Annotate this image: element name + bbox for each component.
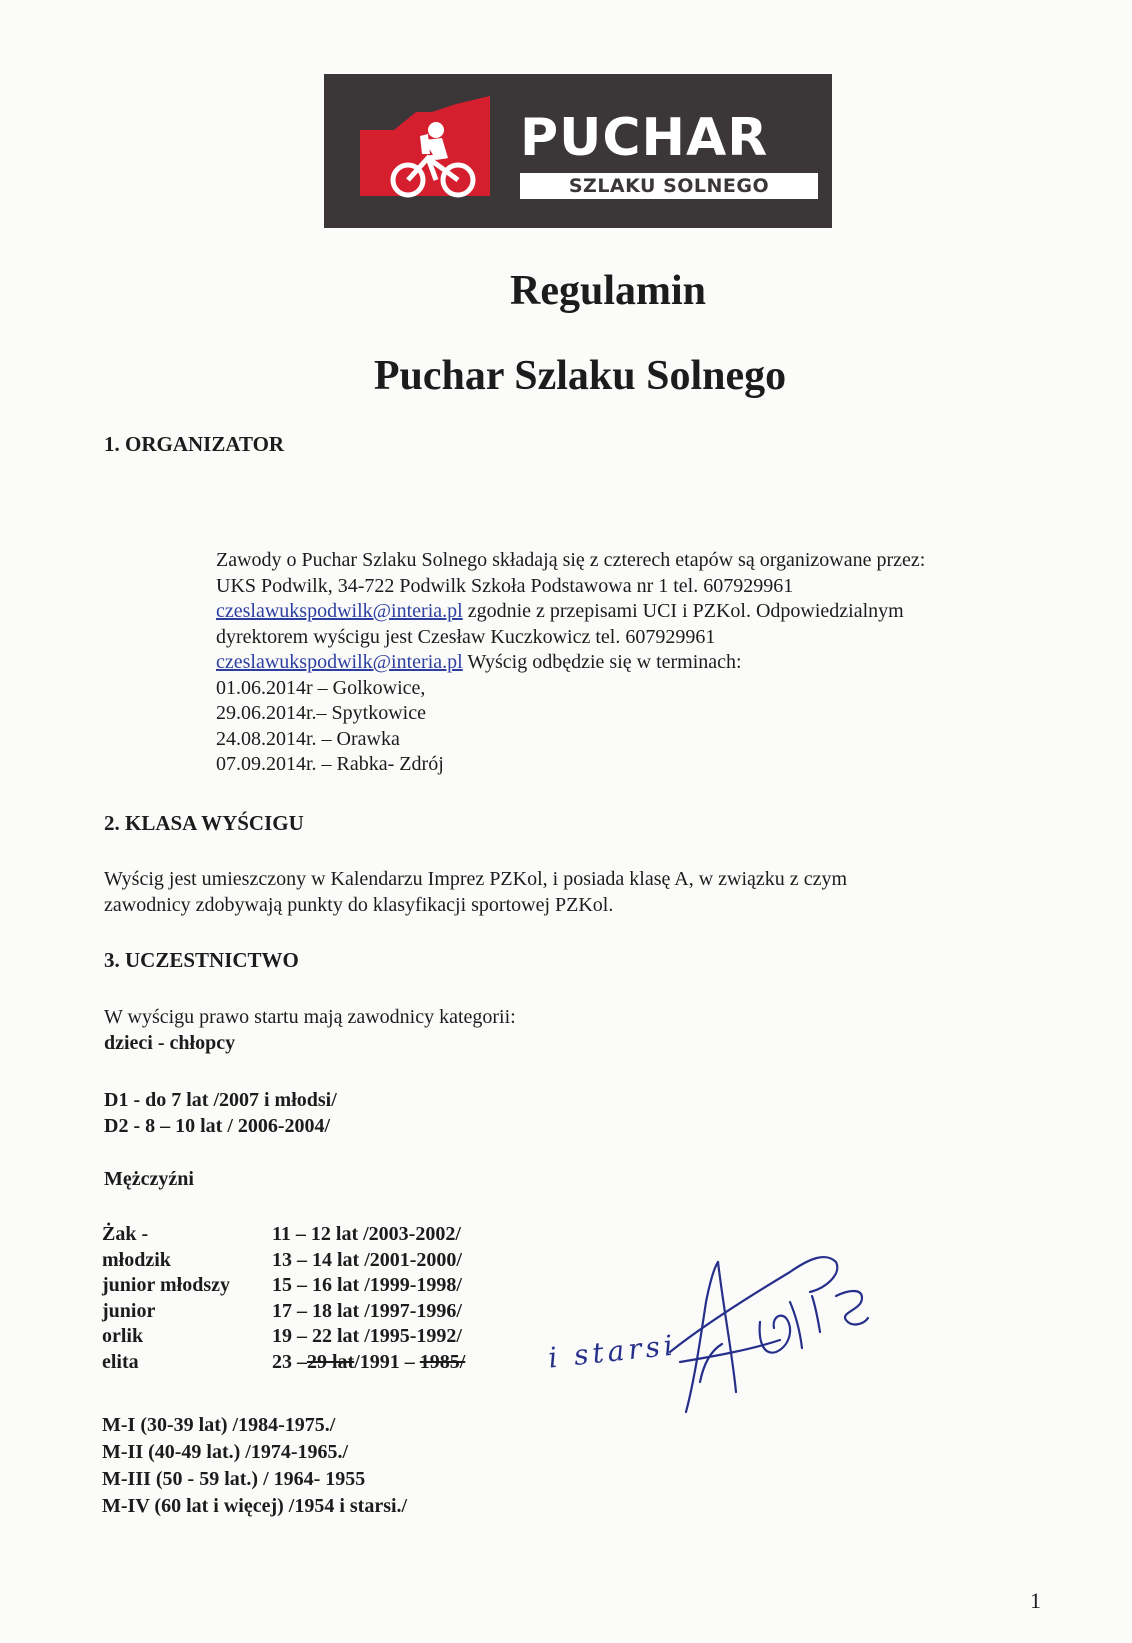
category-item: D2 - 8 – 10 lat / 2006-2004/ [104,1114,331,1137]
email-link[interactable]: czeslawukspodwilk@interia.pl [216,600,463,622]
men-label: Mężczyźni [104,1168,194,1190]
category-name: orlik [102,1325,144,1347]
section-heading-uczestnictwo: 3. UCZESTNICTWO [104,948,299,972]
category-item: D1 - do 7 lat /2007 i młodsi/ [104,1089,337,1111]
masters-categories [102,1412,407,1520]
document-subtitle: Puchar Szlaku Solnego [373,353,787,399]
organizer-line-3: czeslawukspodwilk@interia.pl zgodnie z przepisami UCI i PZKol. Odpowiedzialnym [216,600,904,622]
struck-text: 1985/ [419,1350,466,1373]
organizer-line-2: UKS Podwilk, 34-722 Podwilk Szkoła Podstawowa nr 1 tel. 607929961 [216,574,794,597]
handwritten-note: i starsi [546,1328,679,1375]
date-item: 07.09.2014r. – Rabka- Zdrój [216,753,444,775]
masters-item: M-III (50 - 59 lat.) / 1964- 1955 [102,1468,366,1490]
logo-title: PUCHAR [520,108,769,168]
klasa-paragraph [104,867,847,918]
section-heading-klasa: 2. KLASA WYŚCIGU [104,811,304,835]
logo-banner [324,74,832,228]
masters-item: M-II (40-49 lat.) /1974-1965./ [102,1441,349,1463]
category-value: 23 –29 lat/1991 – 1985/ [272,1350,466,1373]
category-name: junior [102,1299,156,1322]
date-item: 01.06.2014r – Golkowice, [216,676,426,699]
logo-subtitle: SZLAKU SOLNEGO [520,173,818,199]
category-value: 11 – 12 lat /2003-2002/ [272,1223,461,1245]
category-name: junior młodszy [102,1274,230,1296]
date-item: 24.08.2014r. – Orawka [216,727,400,750]
klasa-line-1: Wyścig jest umieszczony w Kalendarzu Imprez PZKol, i posiada klasę A, w związku z czym [104,868,847,890]
organizer-paragraph [216,548,925,778]
category-value: 17 – 18 lat /1997-1996/ [272,1299,462,1322]
intro-line: W wyścigu prawo startu mają zawodnicy kategorii: [104,1006,516,1028]
category-value: 13 – 14 lat /2001-2000/ [272,1248,462,1271]
uczestnictwo-intro [104,1005,516,1056]
organizer-line-4: dyrektorem wyścigu jest Czesław Kuczkowicz tel. 607929961 [216,625,716,648]
category-name: młodzik [102,1248,171,1271]
masters-item: M-I (30-39 lat) /1984-1975./ [102,1414,336,1436]
email-link[interactable]: czeslawukspodwilk@interia.pl [216,651,463,673]
category-value: 19 – 22 lat /1995-1992/ [272,1325,462,1347]
date-item: 29.06.2014r.– Spytkowice [216,702,426,724]
document-title: Regulamin [509,268,706,314]
struck-text: 29 lat [307,1350,355,1373]
klasa-line-2: zawodnicy zdobywają punkty do klasyfikacji sportowej PZKol. [104,893,614,916]
category-value: 15 – 16 lat /1999-1998/ [272,1274,462,1296]
organizer-line-1: Zawody o Puchar Szlaku Solnego składają się z czterech etapów są organizowane przez: [216,549,926,571]
category-name: Żak - [102,1223,149,1245]
category-name: elita [102,1350,139,1373]
children-label: dzieci - chłopcy [104,1031,236,1054]
signature-icon [640,1232,880,1432]
organizer-line-5: czeslawukspodwilk@interia.pl Wyścig odbędzie się w terminach: [216,651,742,673]
section-heading-organizator: 1. ORGANIZATOR [104,432,285,456]
masters-item: M-IV (60 lat i więcej) /1954 i starsi./ [102,1495,408,1517]
page-number: 1 [1030,1588,1041,1613]
children-categories [104,1088,337,1139]
